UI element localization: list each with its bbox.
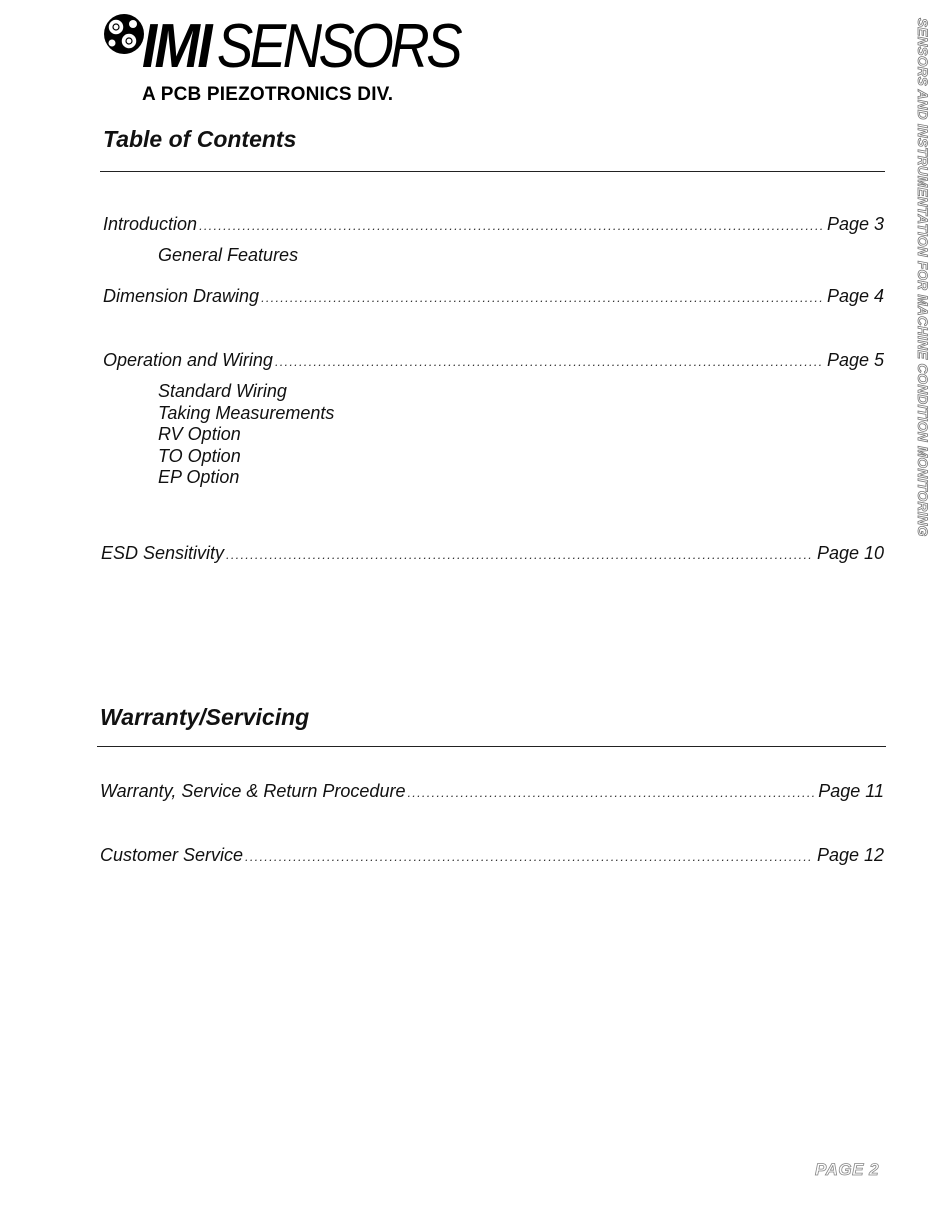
company-logo bbox=[102, 12, 462, 112]
toc-entry-page: Page 5 bbox=[826, 350, 884, 370]
dot-leader bbox=[199, 218, 823, 233]
toc-entry-title: Warranty, Service & Return Procedure bbox=[100, 781, 406, 801]
toc-entry-page: Page 3 bbox=[826, 214, 884, 234]
dot-leader bbox=[226, 547, 813, 562]
toc-entry-title: Dimension Drawing bbox=[103, 286, 260, 306]
toc-entry-page: Page 4 bbox=[826, 286, 884, 306]
dot-leader bbox=[245, 849, 813, 864]
toc-entry-esd-sensitivity[interactable] bbox=[101, 543, 884, 564]
toc-entry-operation-wiring[interactable] bbox=[103, 350, 884, 371]
toc-entry-introduction[interactable] bbox=[103, 214, 884, 235]
logo-sensors: SENSORS bbox=[216, 12, 460, 81]
dot-leader bbox=[261, 290, 823, 305]
toc-subitem[interactable]: TO Option bbox=[158, 445, 241, 466]
dot-leader bbox=[407, 785, 814, 800]
toc-subitem[interactable]: EP Option bbox=[158, 467, 240, 487]
warranty-heading: Warranty/Servicing bbox=[100, 704, 310, 730]
logo-subtitle: A PCB PIEZOTRONICS DIV. bbox=[142, 84, 394, 105]
toc-subitem[interactable]: Standard Wiring bbox=[158, 381, 287, 401]
toc-entry-title: Introduction bbox=[103, 214, 198, 234]
gear-logo-icon bbox=[102, 12, 146, 56]
logo-wordmark bbox=[142, 14, 459, 80]
toc-subitem[interactable]: General Features bbox=[158, 245, 299, 265]
toc-entry-customer-service[interactable] bbox=[100, 845, 884, 866]
toc-entry-warranty-service-return[interactable] bbox=[100, 781, 884, 802]
toc-entry-page: Page 10 bbox=[816, 543, 884, 563]
toc-divider bbox=[100, 171, 885, 172]
toc-subitem[interactable]: Taking Measurements bbox=[158, 402, 335, 423]
toc-entry-page: Page 11 bbox=[818, 781, 884, 801]
toc-entry-title: Operation and Wiring bbox=[103, 350, 273, 370]
toc-subitems-operation-wiring bbox=[158, 381, 334, 489]
warranty-divider bbox=[97, 746, 886, 747]
dot-leader bbox=[275, 354, 823, 369]
toc-entry-title: Customer Service bbox=[100, 845, 244, 865]
toc-entry-title: ESD Sensitivity bbox=[101, 543, 225, 563]
page-number: PAGE 2 bbox=[815, 1160, 880, 1179]
toc-subitems-introduction bbox=[158, 245, 298, 267]
toc-entry-page: Page 12 bbox=[816, 845, 884, 865]
toc-subitem[interactable]: RV Option bbox=[158, 424, 241, 444]
side-banner: SENSORS AND INSTRUMENTATION FOR MACHINE CONDITION MONITORING bbox=[915, 18, 930, 537]
logo-imi: IMI bbox=[142, 12, 210, 81]
toc-entry-dimension-drawing[interactable] bbox=[103, 286, 884, 307]
toc-heading: Table of Contents bbox=[103, 126, 297, 152]
